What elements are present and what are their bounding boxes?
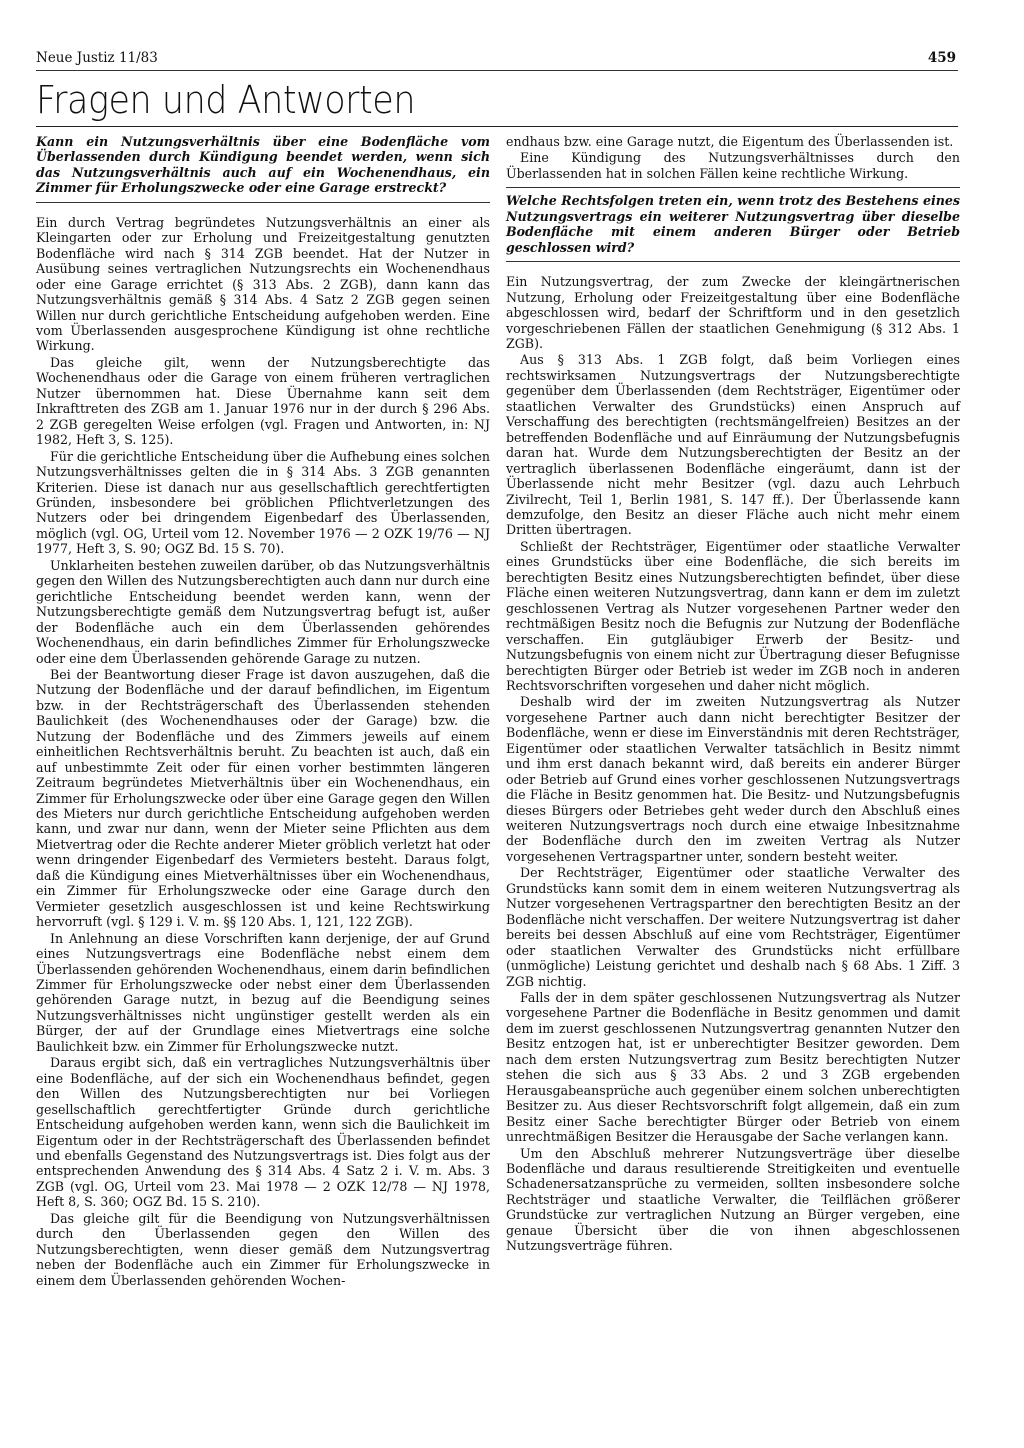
answer-1-continuation: Eine Kündigung des Nutzungsverhältnisses durch den Überlassenden hat in solchen Fällen keine rechtliche Wirkung. (506, 150, 960, 181)
left-column (36, 134, 490, 1289)
answer-2-paragraph: Aus § 313 Abs. 1 ZGB folgt, daß beim Vorliegen eines rechtswirksamen Nutzungsvertrags der Nutzungsberechtigte gegenüber dem Überlassenden (dem Rechtsträger, Eigentümer oder staatlichen Verwalter des Grundstücks) einen Anspruch auf Verschaffung des berechtigten (rechtsmängelfreien) Besitzes an der betreffenden Bodenfläche und auf Einräumung der Nutzungsbefugnis daran hat. Wurde dem Nutzungsberechtigten der Besitz an der vertraglich überlassenen Bodenfläche eingeräumt, dann ist der Überlassende nicht mehr Besitzer (vgl. dazu auch Lehrbuch Zivilrecht, Teil 1, Berlin 1981, S. 147 ff.). Der Überlassende kann demzufolge, den Besitz an dieser Fläche auch nicht mehr einem Dritten übertragen. (506, 352, 960, 538)
answer-1-paragraph: Unklarheiten bestehen zuweilen darüber, ob das Nutzungsverhältnis gegen den Willen des Nutzungsberechtigten auch dann nur durch eine gerichtliche Entscheidung beendet werden kann, wenn der Nutzungsberechtigte gemäß dem Nutzungsvertrag befugt ist, außer der Bodenfläche auch ein dem Überlassenden gehörendes Wochenendhaus, ein darin befindliches Zimmer für Erholungszwecke oder eine dem Überlassenden gehörende Garage zu nutzen. (36, 557, 490, 666)
answer-2-paragraph: Schließt der Rechtsträger, Eigentümer oder staatliche Verwalter eines Grundstücks über eine Bodenfläche, die sich bereits im berechtigten Besitz eines Nutzungsberechtigten befindet, über diese Fläche einen weiteren Nutzungsvertrag, dann kann er dem im zuletzt geschlossenen Vertrag als Nutzer vorgesehenen Partner weder den rechtmäßigen Besitz noch die Befugnis zur Nutzung der Bodenfläche verschaffen. Ein gutgläubiger Erwerb der Besitz- und Nutzungsbefugnis von einem nicht zur Übertragung dieser Befugnisse berechtigten Bürger oder Betrieb ist weder im ZGB noch in anderen Rechtsvorschriften vorgesehen und daher nicht möglich. (506, 538, 960, 693)
answer-1-paragraph: Das gleiche gilt für die Beendigung von Nutzungsverhältnissen durch den Überlassenden gegen den Willen des Nutzungsberechtigten, wenn dieser gemäß dem Nutzungsvertrag neben der Bodenfläche auch ein Zimmer für Erholungszwecke in einem dem Überlassenden gehörenden Wochen- (36, 1210, 490, 1288)
running-header (36, 50, 956, 66)
question-2: Welche Rechtsfolgen treten ein, wenn trotz des Bestehens eines Nutzungsvertrags ein weiterer Nutzungsvertrag über dieselbe Bodenfläche mit einem anderen Bürger oder Betrieb geschlossen wird? (506, 187, 960, 262)
answer-2-paragraph: Um den Abschluß mehrerer Nutzungsverträge über dieselbe Bodenfläche und daraus resultierende Streitigkeiten und eventuelle Schadenersatzansprüche zu vermeiden, sollten insbesondere solche Rechtsträger und staatliche Verwalter, die Teilflächen größerer Grundstücke zur vertraglichen Nutzung an Bürger vergeben, eine genaue Übersicht über die von ihnen abgeschlossenen Nutzungsverträge führen. (506, 1145, 960, 1254)
page-number: 459 (927, 50, 956, 66)
right-column (506, 134, 960, 1255)
title-rule (36, 126, 958, 127)
answer-1-continuation: endhaus bzw. eine Garage nutzt, die Eigentum des Überlassenden ist. (506, 134, 954, 149)
answer-1-paragraph: Das gleiche gilt, wenn der Nutzungsberechtigte das Wochenendhaus oder die Garage von einem früheren vertraglichen Nutzer übernommen hat. Diese Übernahme kann seit dem Inkrafttreten des ZGB am 1. Januar 1976 nur in der durch § 296 Abs. 2 ZGB geregelten Weise erfolgen (vgl. Fragen und Antworten, in: NJ 1982, Heft 3, S. 125). (36, 354, 490, 448)
answer-1-paragraph: Bei der Beantwortung dieser Frage ist davon auszugehen, daß die Nutzung der Bodenfläche und der darauf befindlichen, im Eigentum bzw. in der Rechtsträgerschaft des Überlassenden stehenden Baulichkeit (des Wochenendhauses oder der Garage) bzw. die Nutzung der Bodenfläche und des Zimmers jeweils auf einem einheitlichen Rechtsverhältnis beruht. Zu beachten ist auch, daß ein auf unbestimmte Zeit oder für einen vorher bestimmten längeren Zeitraum begründetes Mietverhältnis über ein Wochenendhaus, ein Zimmer für Erholungszwecke oder über eine Garage gegen den Willen des Mieters nur durch gerichtliche Entscheidung aufgehoben werden kann, und zwar nur dann, wenn der Mieter seine Pflichten aus dem Mietvertrag oder die Rechte anderer Mieter gröblich verletzt hat oder wenn dringender Eigenbedarf des Vermieters besteht. Daraus folgt, daß die Kündigung eines Mietverhältnisses über ein Wochenendhaus, ein Zimmer für Erholungszwecke oder eine Garage durch den Vermieter gesetzlich ausgeschlossen ist und keine Rechtswirkung hervorruft (vgl. § 129 i. V. m. §§ 120 Abs. 1, 121, 122 ZGB). (36, 666, 490, 930)
header-rule (36, 70, 958, 71)
answer-1-paragraph: In Anlehnung an diese Vorschriften kann derjenige, der auf Grund eines Nutzungsvertrags eine Bodenfläche nebst einem dem Überlassenden gehörenden Wochenendhaus, einem darin befindlichen Zimmer für Erholungszwecke oder nebst einer dem Überlassenden gehörenden Garage nutzt, in bezug auf die Beendigung seines Nutzungsverhältnisses nicht ungünstiger gestellt werden als ein Bürger, der auf der Grundlage eines Mietvertrags eine solche Baulichkeit bzw. ein Zimmer für Erholungszwecke nutzt. (36, 930, 490, 1054)
answer-2-paragraph: Ein Nutzungsvertrag, der zum Zwecke der kleingärtnerischen Nutzung, Erholung oder Freizeitgestaltung über eine Bodenfläche abgeschlossen wird, bedarf der Schriftform und in den gesetzlich vorgeschriebenen Fällen der staatlichen Genehmigung (§ 312 Abs. 1 ZGB). (506, 274, 960, 351)
answer-2-paragraph: Falls der in dem später geschlossenen Nutzungsvertrag als Nutzer vorgesehene Partner die Bodenfläche in Besitz genommen und damit dem im zuerst geschlossenen Nutzungsvertrag genannten Nutzer den Besitz entzogen hat, ist er unberechtigter Besitzer geworden. Dem nach dem ersten Nutzungsvertrag zum Besitz berechtigten Nutzer stehen die sich aus § 33 Abs. 2 und 3 ZGB ergebenden Herausgabeansprüche auch gegenüber einem solchen unberechtigten Besitzer zu. Aus dieser Rechtsvorschrift folgt allgemein, daß ein zum Besitz einer Sache berechtigter Bürger oder Betrieb von einem unrechtmäßigen Besitzer die Herausgabe der Sache verlangen kann. (506, 990, 960, 1145)
answer-1-paragraph: Für die gerichtliche Entscheidung über die Aufhebung eines solchen Nutzungsverhältnisses gelten die in § 314 Abs. 3 ZGB genannten Kriterien. Diese ist danach nur aus gesellschaftlich gerechtfertigten Gründen, insbesondere bei gröblichen Pflichtverletzungen des Nutzers oder bei dringendem Eigenbedarf des Überlassenden, möglich (vgl. OG, Urteil vom 12. November 1976 — 2 OZK 19/76 — NJ 1977, Heft 3, S. 90; OGZ Bd. 15 S. 70). (36, 448, 490, 557)
answer-1-paragraph: Daraus ergibt sich, daß ein vertragliches Nutzungsverhältnis über eine Bodenfläche, auf der sich ein Wochenendhaus befindet, gegen den Willen des Nutzungsberechtigten nur bei Vorliegen gesellschaftlich gerechtfertigter Gründe durch gerichtliche Entscheidung aufgehoben werden kann, wenn sich die Baulichkeit im Eigentum oder in der Rechtsträgerschaft des Überlassenden befindet und ebenfalls Gegenstand des Nutzungsvertrags ist. Dies folgt aus der entsprechenden Anwendung des § 314 Abs. 4 Satz 2 i. V. m. Abs. 3 ZGB (vgl. OG, Urteil vom 23. Mai 1978 — 2 OZK 12/78 — NJ 1978, Heft 8, S. 360; OGZ Bd. 15 S. 210). (36, 1055, 490, 1210)
journal-issue: Neue Justiz 11/83 (36, 50, 158, 66)
question-1: Kann ein Nutzungsverhältnis über eine Bodenfläche vom Überlassenden durch Kündigung beendet werden, wenn sich das Nutzungsverhältnis auch auf ein Wochenendhaus, ein Zimmer für Erholungszwecke oder eine Garage erstreckt? (36, 134, 490, 203)
answer-1-paragraph: Ein durch Vertrag begründetes Nutzungsverhältnis an einer als Kleingarten oder zur Erholung und Freizeitgestaltung genutzten Bodenfläche wird nach § 314 ZGB beendet. Hat der Nutzer in Ausübung seines vertraglichen Nutzungsrechts ein Wochenendhaus oder eine Garage errichtet (§ 313 Abs. 2 ZGB), dann kann das Nutzungsverhältnis gemäß § 314 Abs. 4 Satz 2 ZGB gegen seinen Willen nur durch gerichtliche Entscheidung aufgehoben werden. Eine vom Überlassenden ausgesprochene Kündigung ist ohne rechtliche Wirkung. (36, 214, 490, 354)
answer-2-paragraph: Der Rechtsträger, Eigentümer oder staatliche Verwalter des Grundstücks kann somit dem in einem weiteren Nutzungsvertrag als Nutzer vorgesehenen Vertragspartner den berechtigten Besitz an der Bodenfläche nicht verschaffen. Der weitere Nutzungsvertrag ist daher bereits bei dessen Abschluß auf eine vom Rechtsträger, Eigentümer oder staatlichen Verwalter des Grundstücks nicht erfüllbare (unmögliche) Leistung gerichtet und deshalb nach § 68 Abs. 1 Ziff. 3 ZGB nichtig. (506, 865, 960, 989)
section-title: Fragen und Antworten (36, 78, 416, 122)
answer-2-paragraph: Deshalb wird der im zweiten Nutzungsvertrag als Nutzer vorgesehene Partner auch dann nicht berechtigter Besitzer der Bodenfläche, wenn er diese im Einverständnis mit deren Rechtsträger, Eigentümer oder staatlichen Verwalter tatsächlich in Besitz nimmt und ihm erst danach bekannt wird, daß bereits ein anderer Bürger oder Betrieb auf Grund eines vorher geschlossenen Nutzungsvertrags die Fläche in Besitz genommen hat. Die Besitz- und Nutzungsbefugnis dieses Bürgers oder Betriebes geht weder durch den Abschluß eines weiteren Nutzungsvertrags noch durch eine etwaige Inbesitznahme der Bodenfläche durch den im zweiten Vertrag als Nutzer vorgesehenen Vertragspartner unter, sondern besteht weiter. (506, 694, 960, 864)
